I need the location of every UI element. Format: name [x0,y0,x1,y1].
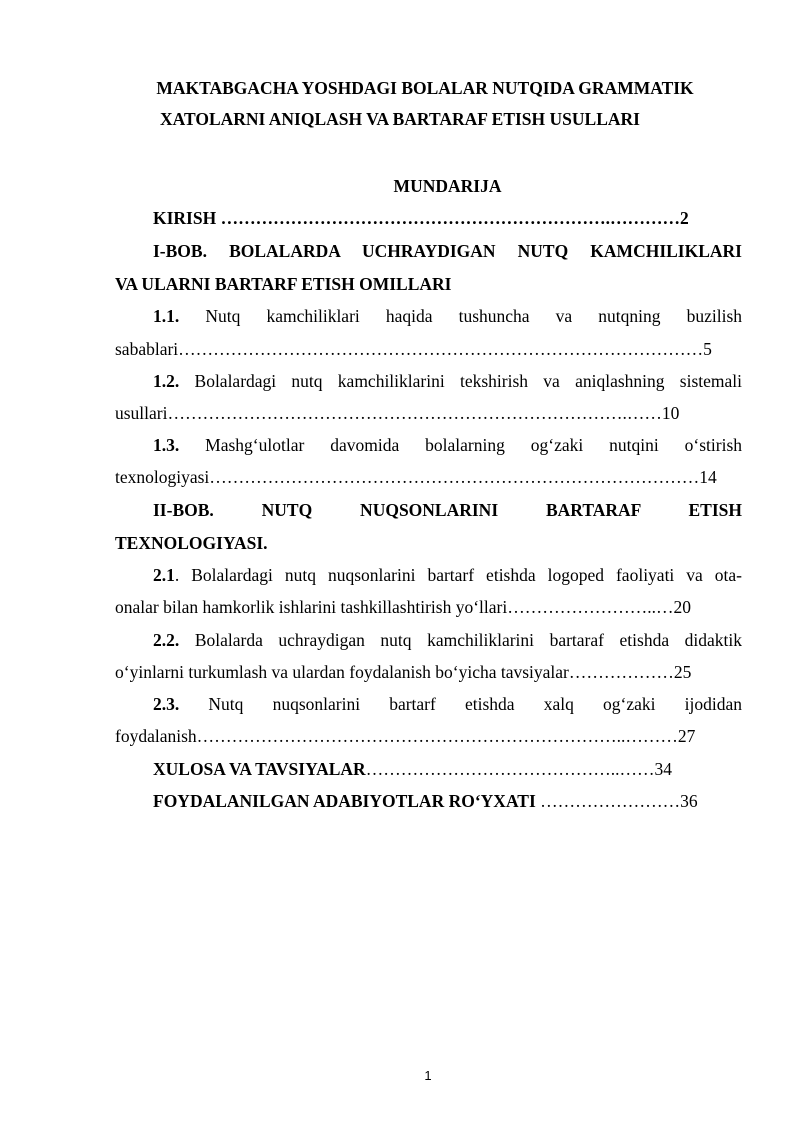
toc-entry-kirish[interactable] [153,208,689,228]
toc-entry-1-1-line-1[interactable] [153,306,742,326]
toc-entry-2-3-number: 2.3. [153,694,180,714]
toc-entry-2-3-text: Nutq nuqsonlarini bartarf etishda xalq og‘zaki ijodidan [208,694,742,714]
toc-entry-1-3-number: 1.3. [153,435,180,455]
toc-entry-2-2-line-2[interactable]: o‘yinlarni turkumlash va ulardan foydalanish bo‘yicha tavsiyalar………………25 [115,662,692,682]
page-number: 1 [424,1068,432,1083]
toc-entry-1-2-line-2[interactable]: usullari…………………………………………………………………….……10 [115,403,680,423]
toc-entry-1-2-line-1[interactable] [153,371,742,391]
document-title-line-1: MAKTABGACHA YOSHDAGI BOLALAR NUTQIDA GRAMMATIK [156,78,694,98]
toc-chapter-2-line-1[interactable]: II-BOB. NUTQ NUQSONLARINI BARTARAF ETISH [153,500,742,520]
toc-heading: MUNDARIJA [393,176,502,196]
toc-entry-1-1-text: Nutq kamchiliklari haqida tushuncha va nutqning buzilish [205,306,743,326]
toc-entry-2-1-line-2[interactable]: onalar bilan hamkorlik ishlarini tashkillashtirish yo‘llari……………………..…20 [115,597,691,617]
toc-entry-adabiyotlar-dots: ……………………36 [535,791,698,811]
toc-entry-2-2-number: 2.2. [153,630,180,650]
toc-entry-2-3-line-2[interactable]: foydalanish………………………………………………………………..………27 [115,726,696,746]
toc-entry-2-1-number: 2.1 [153,565,175,585]
toc-entry-xulosa-label: XULOSA VA TAVSIYALAR [153,759,366,779]
toc-entry-2-2-line-1[interactable] [153,630,742,650]
toc-entry-1-1-line-2[interactable]: sabablari………………………………………………………………………………5 [115,339,712,359]
toc-entry-1-1-number: 1.1. [153,306,180,326]
toc-entry-1-2-number: 1.2. [153,371,180,391]
toc-entry-1-3-line-1[interactable] [153,435,742,455]
toc-entry-xulosa-dots: ……………………………………..……34 [365,759,672,779]
toc-entry-adabiyotlar[interactable] [153,791,698,811]
toc-chapter-1-line-2[interactable]: VA ULARNI BARTARF ETISH OMILLARI [115,274,452,294]
toc-entry-2-1-line-1[interactable] [153,565,742,585]
toc-entry-adabiyotlar-label: FOYDALANILGAN ADABIYOTLAR RO‘YXATI [153,791,536,811]
toc-entry-2-1-text: . Bolalardagi nutq nuqsonlarini bartarf etishda logoped faoliyati va ota- [174,565,742,585]
toc-entry-xulosa[interactable] [153,759,672,779]
toc-entry-kirish-text: KIRISH ………………………………………………………….…………2 [153,208,689,228]
toc-chapter-1-line-1[interactable]: I-BOB. BOLALARDA UCHRAYDIGAN NUTQ KAMCHILIKLARI [153,241,742,261]
toc-entry-1-3-line-2[interactable]: texnologiyasi…………………………………………………………………………14 [115,467,717,487]
toc-chapter-2-line-2[interactable]: TEXNOLOGIYASI. [115,533,268,553]
toc-entry-1-3-text: Mashg‘ulotlar davomida bolalarning og‘zaki nutqini o‘stirish [205,435,743,455]
toc-entry-2-2-text: Bolalarda uchraydigan nutq kamchiliklarini bartaraf etishda didaktik [194,630,742,650]
document-title-line-2: XATOLARNI ANIQLASH VA BARTARAF ETISH USULLARI [160,109,640,129]
toc-entry-2-3-line-1[interactable] [153,694,742,714]
toc-entry-1-2-text: Bolalardagi nutq kamchiliklarini tekshirish va aniqlashning sistemali [194,371,742,391]
